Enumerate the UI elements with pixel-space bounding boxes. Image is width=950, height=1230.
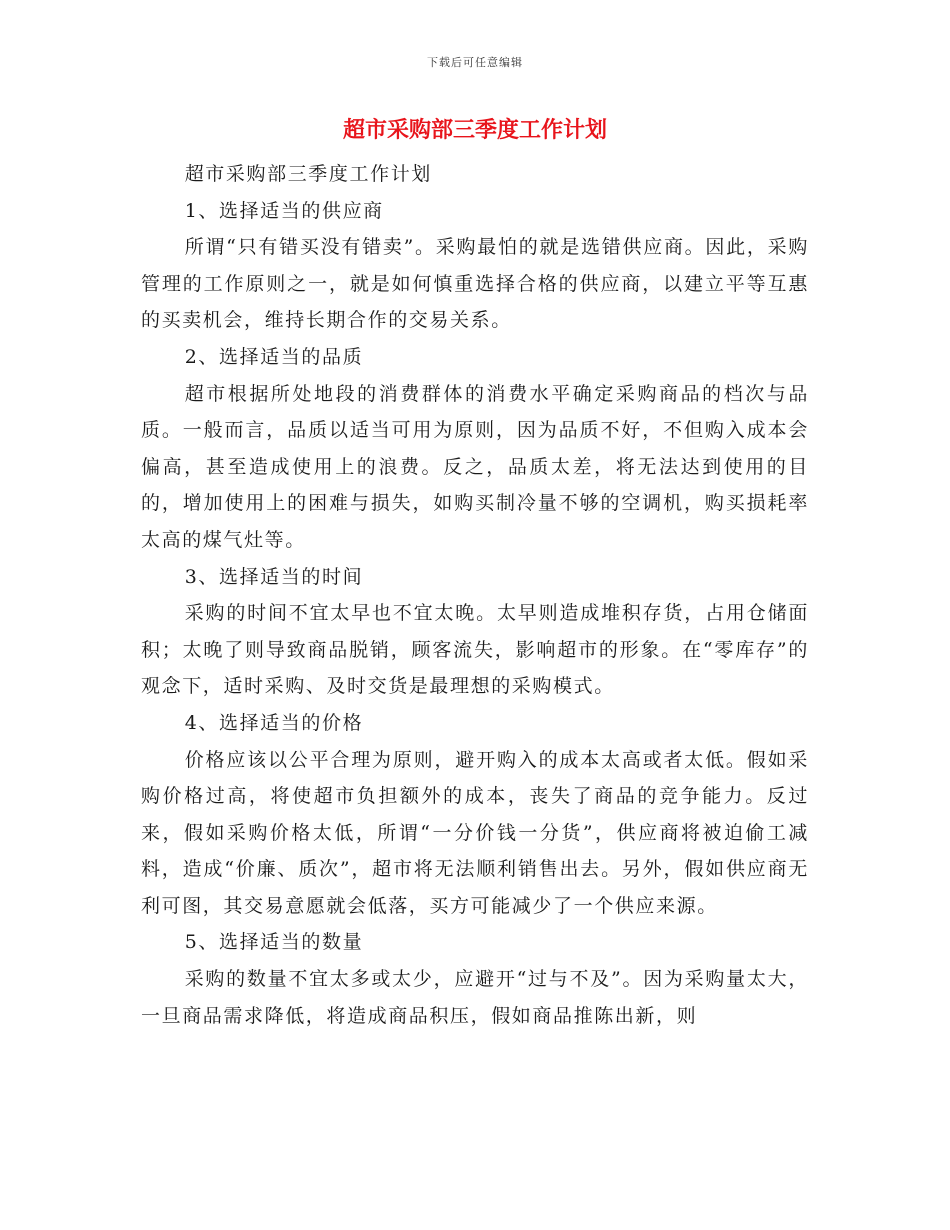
- paragraph-4: 价格应该以公平合理为原则，避开购入的成本太高或者太低。假如采购价格过高，将使超市负担额外的成本，丧失了商品的竞争能力。反过来，假如采购价格太低，所谓“一分价钱一分货”，供应商将被迫偷工减料，造成“价廉、质次”，超市将无法顺利销售出去。另外，假如供应商无利可图，其交易意愿就会低落，买方可能减少了一个供应来源。: [141, 748, 809, 917]
- page-header-note: 下载后可任意编辑: [427, 56, 523, 69]
- paragraph-3: 采购的时间不宜太早也不宜太晚。太早则造成堆积存货，占用仓储面积；太晚了则导致商品脱销，顾客流失，影响超市的形象。在“零库存”的观念下，适时采购、及时交货是最理想的采购模式。: [141, 602, 809, 698]
- document-body: [141, 156, 809, 1034]
- document-title: 超市采购部三季度工作计划: [342, 118, 607, 143]
- paragraph-subtitle: 超市采购部三季度工作计划: [184, 163, 432, 185]
- section-heading-1: 1、选择适当的供应商: [184, 199, 384, 222]
- paragraph-2: 超市根据所处地段的消费群体的消费水平确定采购商品的档次与品质。一般而言，品质以适当可用为原则，因为品质不好，不但购入成本会偏高，甚至造成使用上的浪费。反之，品质太差，将无法达到使用的目的，增加使用上的困难与损失，如购买制冷量不够的空调机，购买损耗率太高的煤气灶等。: [141, 382, 809, 551]
- section-heading-5: 5、选择适当的数量: [184, 931, 364, 954]
- paragraph-5: 采购的数量不宜太多或太少，应避开“过与不及”。因为采购量太大，一旦商品需求降低，将造成商品积压，假如商品推陈出新，则: [141, 968, 809, 1027]
- section-heading-2: 2、选择适当的品质: [184, 345, 364, 368]
- section-heading-4: 4、选择适当的价格: [184, 711, 364, 734]
- paragraph-1: 所谓“只有错买没有错卖”。采购最怕的就是选错供应商。因此，采购管理的工作原则之一，就是如何慎重选择合格的供应商，以建立平等互惠的买卖机会，维持长期合作的交易关系。: [141, 236, 809, 332]
- section-heading-3: 3、选择适当的时间: [184, 565, 364, 588]
